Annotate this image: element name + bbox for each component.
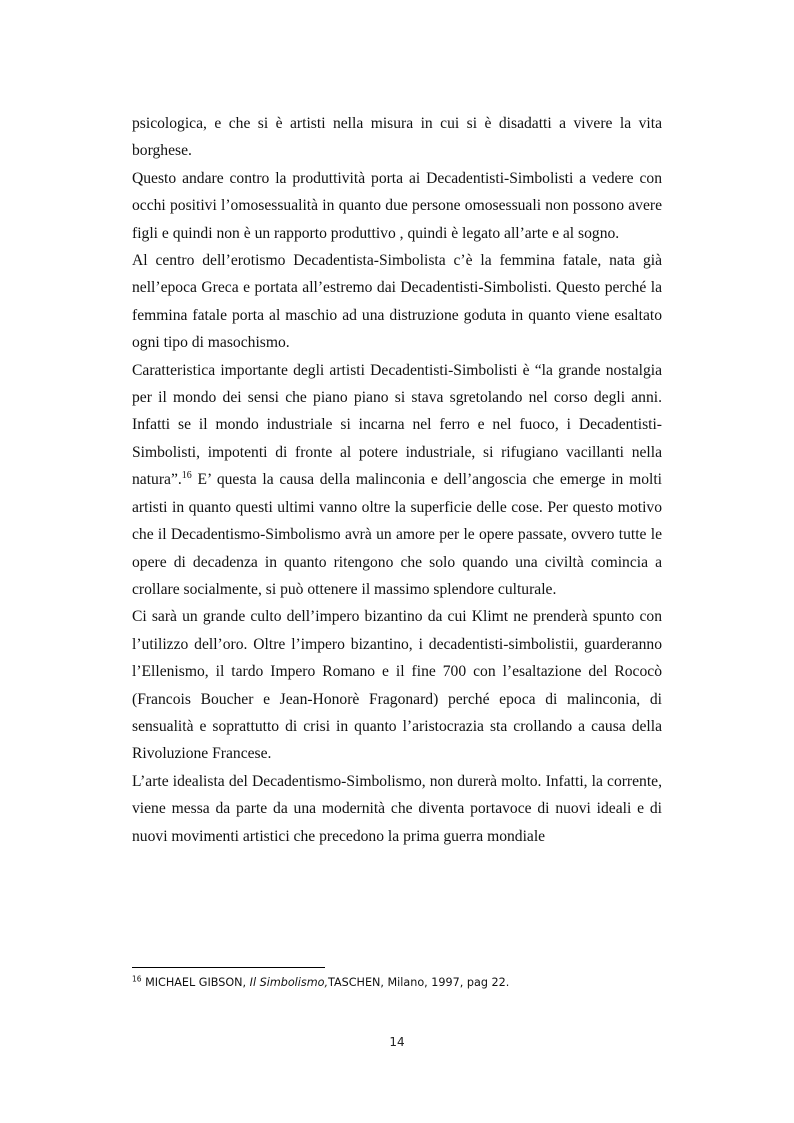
paragraph-1: psicologica, e che si è artisti nella misura in cui si è disadatti a vivere la vita borghese. xyxy=(132,115,662,160)
paragraph-5: Ci sarà un grande culto dell’impero bizantino da cui Klimt ne prenderà spunto con l’utilizzo dell’oro. Oltre l’impero bizantino, i decadentisti-simbolistii, guarderanno l’Ellenismo, il tardo Impero Romano e il fine 700 con l’esaltazione del Rococò (Francois Boucher e Jean-Honorè Fragonard) perché epoca di malinconia, di sensualità e soprattutto di crisi in quanto l’aristocrazia sta crollando a causa della Rivoluzione Francese. xyxy=(132,608,662,763)
paragraph-6: L’arte idealista del Decadentismo-Simbolismo, non durerà molto. Infatti, la corrente, viene messa da parte da una modernità che diventa portavoce di nuovi ideali e di nuovi movimenti artistici che precedono la prima guerra mondiale xyxy=(132,772,662,845)
paragraph-4-text-before: Caratteristica importante degli artisti Decadentisti-Simbolisti è “la grande nostalgia per il mondo dei sensi che piano piano si stava sgretolando nel corso degli anni. Infatti se il mondo industriale si incarna nel ferro e nel fuoco, i Decadentisti-Simbolisti, impotenti di fronte al potere industriale, si rifugiano vacillanti nella natura”. xyxy=(132,361,662,489)
paragraph-4 xyxy=(132,357,662,604)
footnote-ref-16[interactable]: 16 xyxy=(181,470,192,482)
paragraph-4-text-after: E’ questa la causa della malinconia e dell’angoscia che emerge in molti artisti in quanto questi ultimi vanno oltre la superficie delle cose. Per questo motivo che il Decadentismo-Simbolismo avrà un amore per le opere passate, ovvero tutte le opere di decadenza in quanto ritengono che solo quando una civiltà comincia a crollare socialmente, si può ottenere il massimo splendore culturale. xyxy=(132,471,662,598)
footnote-title: Il Simbolismo, xyxy=(249,976,329,989)
page-body xyxy=(132,110,662,850)
paragraph-3: Al centro dell’erotismo Decadentista-Simbolista c’è la femmina fatale, nata già nell’epoca Greca e portata all’estremo dai Decadentisti-Simbolisti. Questo perché la femmina fatale porta al maschio ad una distruzione goduta in quanto viene esaltato ogni tipo di masochismo. xyxy=(132,252,662,352)
footnote-separator xyxy=(132,967,325,968)
footnote-author: MICHAEL GIBSON, xyxy=(141,976,250,989)
page-number: 14 xyxy=(389,1035,405,1049)
footnote-number: 16 xyxy=(132,974,142,984)
paragraph-2: Questo andare contro la produttività porta ai Decadentisti-Simbolisti a vedere con occhi positivi l’omosessualità in quanto due persone omosessuali non possono avere figli e quindi non è un rapporto produttivo , quindi è legato all’arte e al sogno. xyxy=(132,169,662,242)
footnote-16 xyxy=(132,976,509,989)
footnote-publication: TASCHEN, Milano, 1997, pag 22. xyxy=(328,976,510,989)
